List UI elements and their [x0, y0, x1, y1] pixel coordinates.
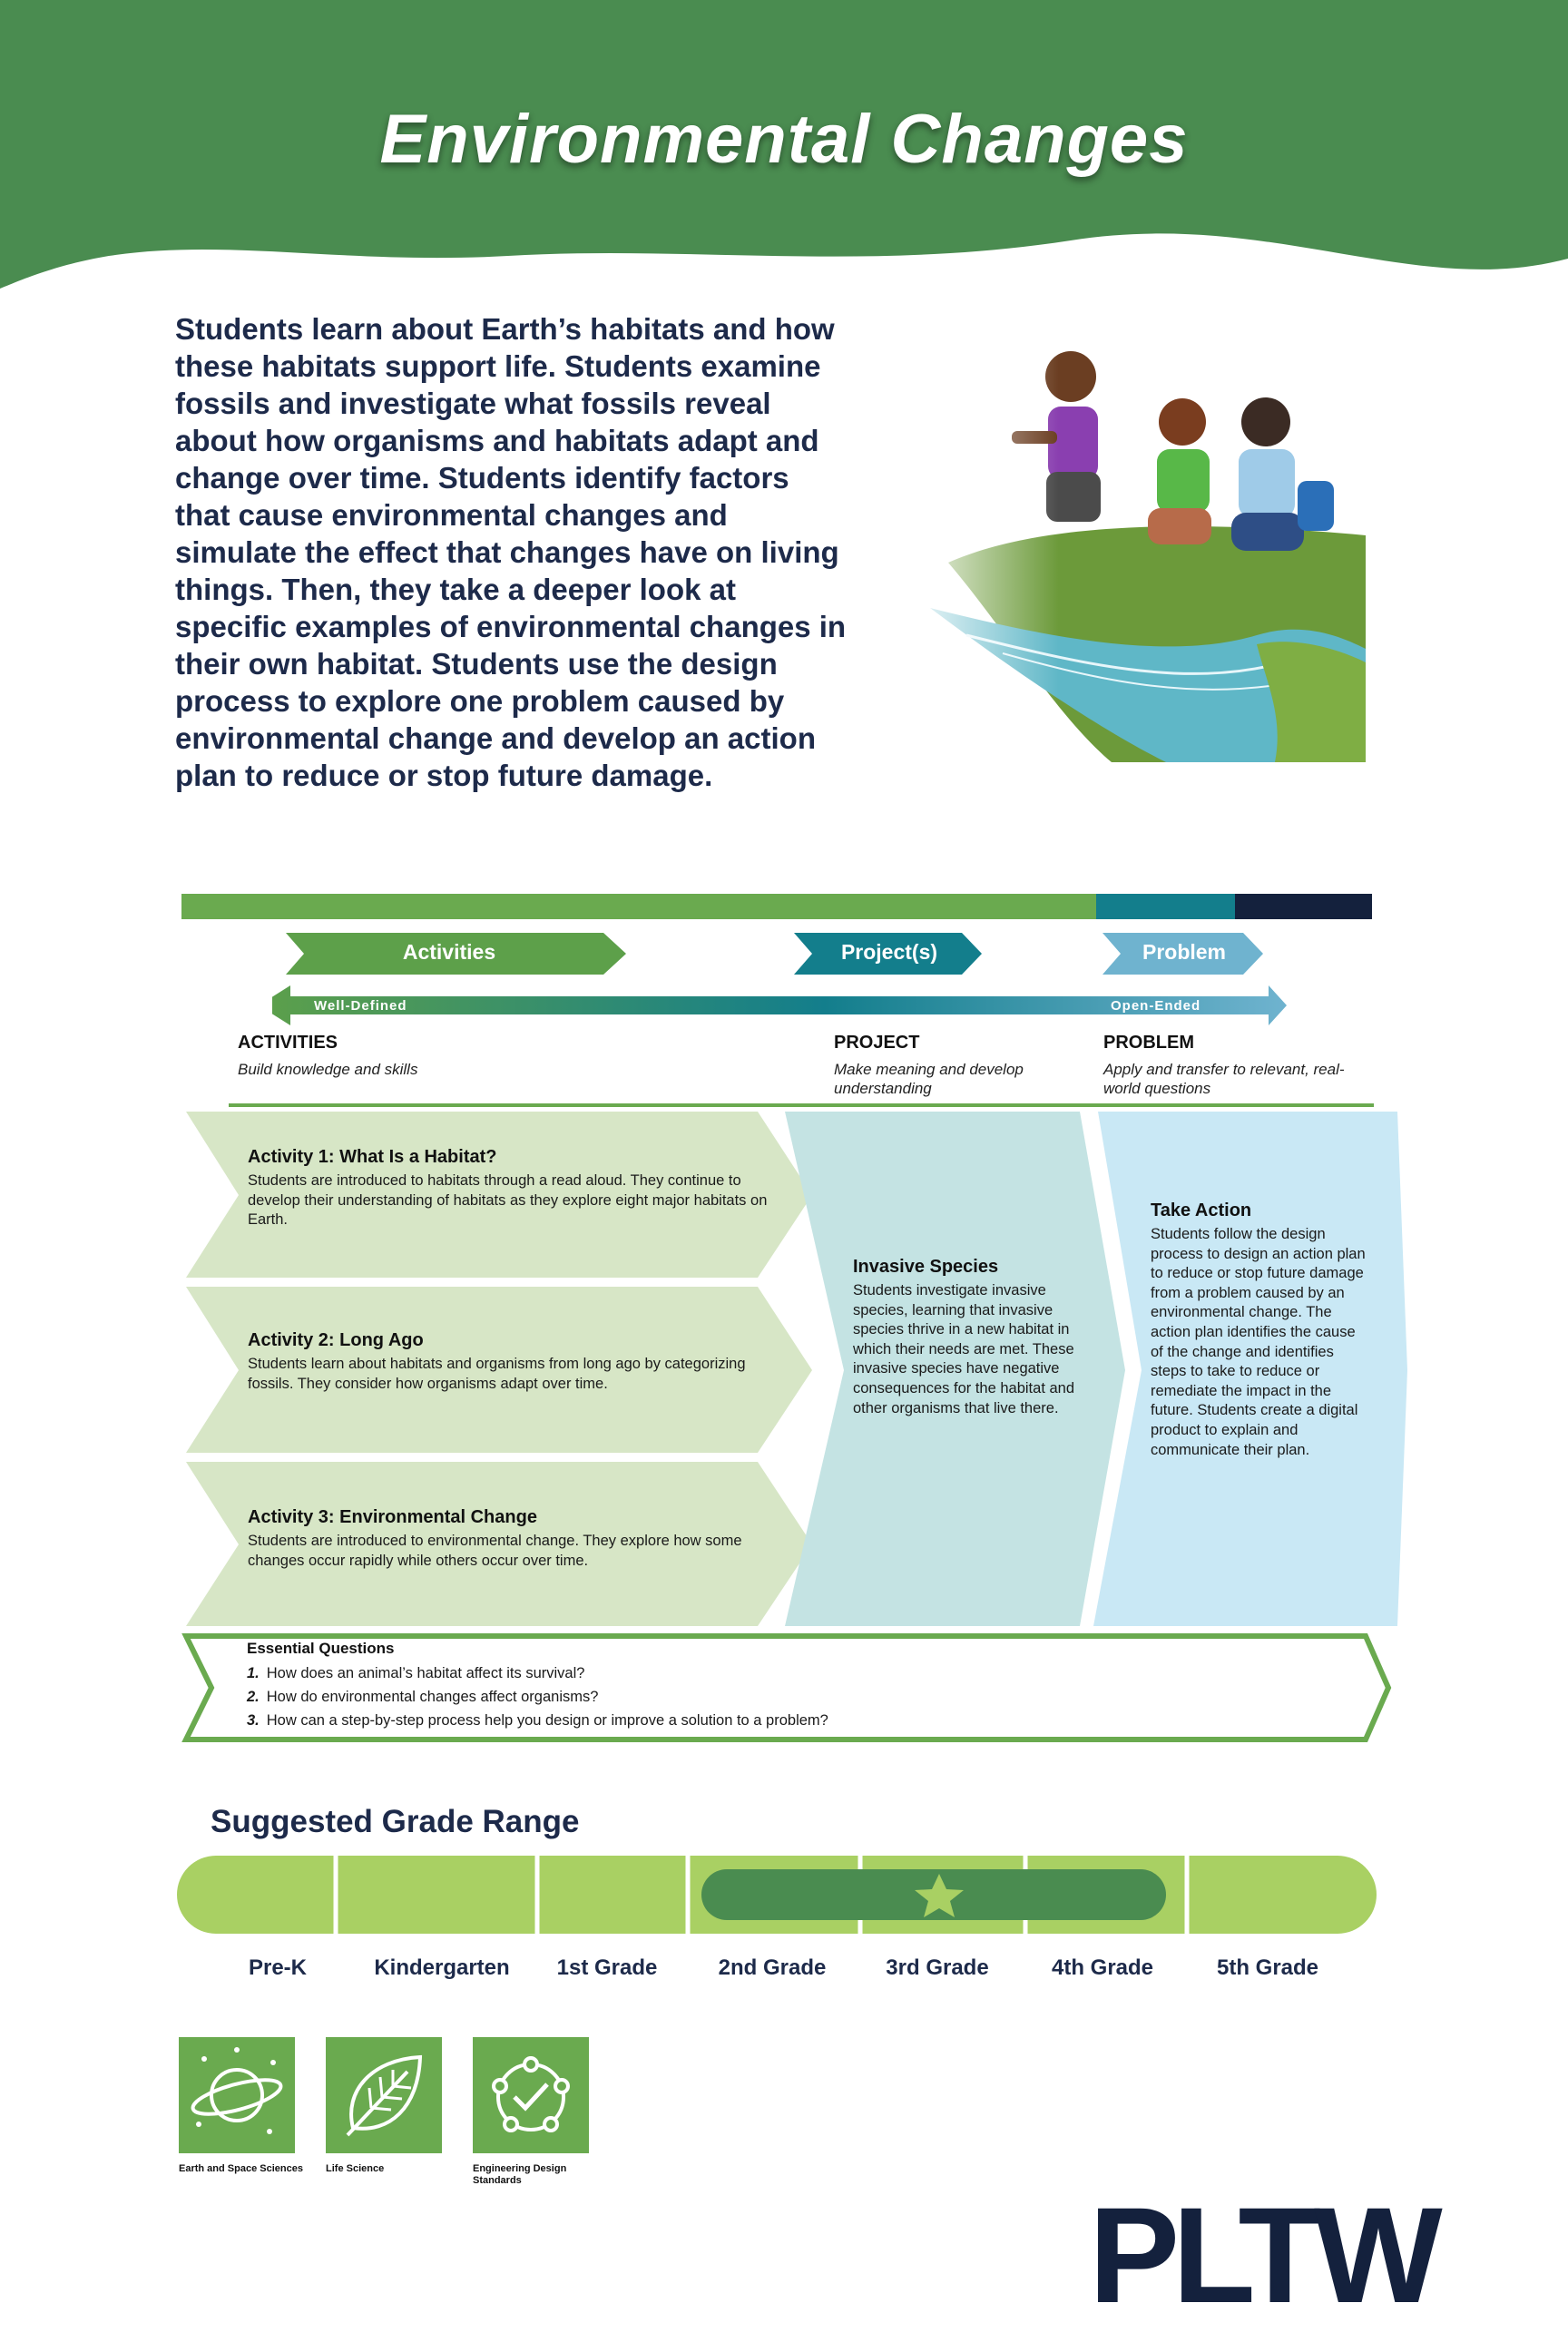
life-science-badge [326, 2037, 442, 2153]
activities-arrow-label: Activities [402, 940, 496, 964]
question-item: 3. How can a step-by-step process help you design or improve a solution to a problem? [247, 1712, 828, 1729]
problem-heading: PROBLEM [1103, 1033, 1194, 1053]
activity-3-text: Students are introduced to environmental change. They explore how some changes occur rapidly while others occur over time. [248, 1533, 742, 1569]
activity-1 [248, 1147, 774, 1230]
activities-subheading: Build knowledge and skills [238, 1061, 418, 1078]
question-item: 2. How do environmental changes affect organisms? [247, 1689, 599, 1705]
project-text: Students investigate invasive species, learning that invasive species thrive in a new habitat in which their needs are met. These invasive species have negative consequences for the habitat and other organisms that live there. [853, 1282, 1075, 1416]
earth-space-caption: Earth and Space Sciences [179, 2163, 303, 2174]
project-subheading: Make meaning and develop understanding [834, 1061, 1024, 1097]
grade-label: Kindergarten [374, 1955, 510, 1980]
earth-space-badge [179, 2037, 295, 2153]
activity-2-text: Students learn about habitats and organisms from long ago by categorizing fossils. They consider how organisms adapt over time. [248, 1356, 746, 1392]
activity-2-title: Activity 2: Long Ago [248, 1330, 424, 1350]
engineering-badge [473, 2037, 589, 2153]
planet-icon [179, 2037, 295, 2153]
leaf-icon [326, 2037, 442, 2153]
open-ended-label: Open-Ended [1111, 998, 1201, 1014]
problem-text: Students follow the design process to design an action plan to reduce or stop future damage from a problem caused by an environmental change. The action plan identifies the cause of the change and identifies steps to take to reduce or remediate the impact in the future. Students create a digital product to explain and communicate their plan. [1151, 1226, 1366, 1458]
well-defined-label: Well-Defined [314, 998, 407, 1014]
engineering-cycle-icon [473, 2037, 589, 2153]
projects-arrow-label: Project(s) [840, 940, 938, 964]
problem-title: Take Action [1151, 1200, 1252, 1220]
activity-1-text: Students are introduced to habitats through a read aloud. They continue to develop their understanding of habitats as they explore eight major habitats on Earth. [248, 1172, 768, 1229]
activity-2 [248, 1330, 756, 1394]
problem-take-action [1151, 1200, 1368, 1460]
project-invasive-species [853, 1257, 1089, 1418]
students-by-river-illustration [894, 336, 1366, 762]
engineering-caption: Engineering Design Standards [473, 2163, 567, 2186]
problem-subheading: Apply and transfer to relevant, real-world questions [1103, 1061, 1345, 1097]
project-title: Invasive Species [853, 1257, 999, 1277]
grade-range-title: Suggested Grade Range [211, 1804, 580, 1839]
project-heading: PROJECT [834, 1033, 920, 1053]
grade-label: 4th Grade [1051, 1955, 1154, 1980]
grade-label: 2nd Grade [718, 1955, 827, 1980]
intro-paragraph: Students learn about Earth’s habitats and how these habitats support life. Students examine fossils and investigate what fossils reveal about how organisms and habitats adapt and change over time. Students identify factors that cause environmental changes and simulate the effect that changes have on living things. Then, they take a deeper look at specific examples of environmental changes in their own habitat. Students use the design process to explore one problem caused by environmental change and develop an action plan to reduce or stop future damage. [175, 312, 847, 792]
grade-label: 1st Grade [556, 1955, 658, 1980]
grade-range-bar [177, 1854, 1377, 1936]
grade-label: 5th Grade [1216, 1955, 1319, 1980]
page-title: Environmental Changes [379, 101, 1189, 178]
problem-arrow-label: Problem [1142, 940, 1227, 964]
essential-questions [247, 1640, 1336, 1732]
question-item: 1. How does an animal’s habitat affect its survival? [247, 1665, 585, 1681]
activity-1-title: Activity 1: What Is a Habitat? [248, 1147, 497, 1167]
grade-label: 3rd Grade [886, 1955, 989, 1980]
grade-label: Pre-K [248, 1955, 308, 1980]
activity-3-title: Activity 3: Environmental Change [248, 1507, 537, 1527]
progression-bar [181, 894, 1372, 919]
essential-questions-title: Essential Questions [247, 1640, 395, 1657]
activities-heading: ACTIVITIES [238, 1033, 338, 1053]
activity-3 [248, 1507, 774, 1571]
life-science-caption: Life Science [326, 2163, 385, 2174]
pltw-logo: PLTW [1089, 2179, 1436, 2331]
